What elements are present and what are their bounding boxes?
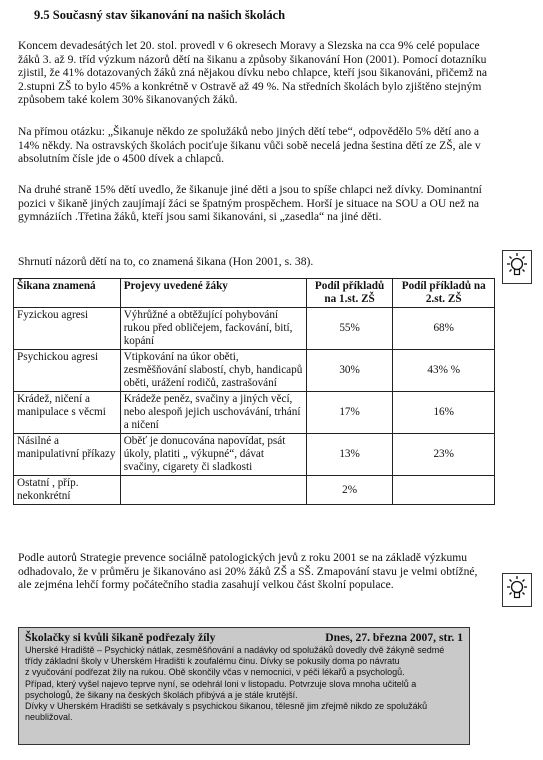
cell-share-2nd: 43% % bbox=[393, 350, 495, 392]
cell-manifestation bbox=[120, 476, 306, 505]
cell-share-2nd: 16% bbox=[393, 392, 495, 434]
paragraph-bullies: Na druhé straně 15% dětí uvedlo, že šikanuje jiné děti a jsou to spíše chlapci než dívky. Dominantní pozici v šikaně jiných zaujímají žáci se špatným prospěchem. Horší je situace na SOU a OU než na gymnáziích .Třetina žáků, kteří jsou sami šikanováni, si „zasedla“ na jiné děti. bbox=[18, 183, 482, 223]
cell-share-1st: 2% bbox=[306, 476, 393, 505]
cell-type: Krádež, ničení a manipulace s věcmi bbox=[14, 392, 121, 434]
news-body bbox=[25, 645, 463, 723]
news-title: Školačky si kvůli šikaně podřezaly žíly bbox=[25, 631, 216, 644]
news-line: Dívky v Uherském Hradišti se setkávaly s psychickou šikanou, tělesně jim zřejmě nikdo ze spolužáků bbox=[25, 701, 428, 712]
news-line: Uherské Hradiště – Psychický nátlak, zesměšňování a nadávky od spolužáků dovedly dvě žákyně sedmé bbox=[25, 645, 445, 655]
paragraph-research: Koncem devadesátých let 20. stol. provedl v 6 okresech Moravy a Slezska na cca 9% celé populace žáků 3. až 9. tříd výzkum názorů dětí na šikanu a způsoby šikanování Hon (2001). Pomocí dotazníku zjistil, že 41% dotazovaných žáků zná nějakou dívku nebo chlapce, kteří jsou šikanováni, přičemž na 2.stupni ZŠ to bylo 45% a konkrétně v Ostravě až 49 %. Na středních školách bylo zjištěno stejným způsobem také kolem 30% šikanovaných žáků. bbox=[18, 39, 488, 106]
cell-share-1st: 13% bbox=[306, 434, 393, 476]
cell-type: Fyzickou agresi bbox=[14, 308, 121, 350]
table-header-row bbox=[14, 279, 495, 308]
cell-share-1st: 55% bbox=[306, 308, 393, 350]
news-line: neubližoval. bbox=[25, 712, 73, 723]
lightbulb-icon bbox=[502, 573, 532, 607]
cell-share-1st: 17% bbox=[306, 392, 393, 434]
cell-manifestation: Oběť je donucována napovídat, psát úkoly, platiti „ výkupné“, dávat svačiny, cigarety či sladkosti bbox=[120, 434, 306, 476]
cell-share-1st: 30% bbox=[306, 350, 393, 392]
cell-share-2nd: 23% bbox=[393, 434, 495, 476]
news-line: třídy základní školy v Uherském Hradišti k zoufalému činu. Dívky se pokusily doma po návratu bbox=[25, 656, 400, 667]
cell-type: Ostatní , příp. nekonkrétní bbox=[14, 476, 121, 505]
news-line: Případ, který vyšel najevo teprve nyní, se odehrál loni v listopadu. Potvrzuje slova mnoha učitelů a bbox=[25, 678, 417, 689]
cell-type: Násilné a manipulativní příkazy bbox=[14, 434, 121, 476]
table-row bbox=[14, 476, 495, 505]
table-row bbox=[14, 434, 495, 476]
cell-share-2nd bbox=[393, 476, 495, 505]
header-share-2nd: Podíl příkladů na 2.st. ZŠ bbox=[393, 279, 495, 308]
news-line: z vyučování podřezat žíly na rukou. Obě skončily včas v nemocnici, v péči lékařů a psychologů. bbox=[25, 667, 405, 678]
header-manifestations: Projevy uvedené žáky bbox=[120, 279, 306, 308]
cell-share-2nd: 68% bbox=[393, 308, 495, 350]
cell-manifestation: Krádeže peněz, svačiny a jiných věcí, nebo alespoň jejich uschovávání, trhání a ničení bbox=[120, 392, 306, 434]
section-heading: 9.5 Současný stav šikanování na našich školách bbox=[34, 8, 286, 22]
news-line: psychologů, že šikany na českých školách přibývá a je stále krutější. bbox=[25, 689, 298, 700]
table-row bbox=[14, 350, 495, 392]
news-box bbox=[18, 627, 470, 745]
cell-type: Psychickou agresi bbox=[14, 350, 121, 392]
news-header bbox=[25, 631, 463, 644]
bullying-table bbox=[13, 278, 495, 505]
header-share-1st: Podíl příkladů na 1.st. ZŠ bbox=[306, 279, 393, 308]
lightbulb-icon bbox=[502, 250, 532, 284]
cell-manifestation: Výhrůžné a obtěžující pohybování rukou před obličejem, fackování, bití, kopání bbox=[120, 308, 306, 350]
paragraph-direct-question: Na přímou otázku: „Šikanuje někdo ze spolužáků nebo jiných dětí tebe“, odpovědělo 5% dětí ano a 14% někdy. Na ostravských školách pociťuje šikanu vůči sobě necelá jedna šestina dětí ze ZŠ, ale v absolutním čísle jde o 4500 dívek a chlapců. bbox=[18, 125, 481, 165]
news-source: Dnes, 27. března 2007, str. 1 bbox=[325, 631, 463, 644]
table-row bbox=[14, 392, 495, 434]
cell-manifestation: Vtipkování na úkor oběti, zesměšňování slabostí, chyb, handicapů oběti, urážení rodičů, zastrašování bbox=[120, 350, 306, 392]
header-meaning: Šikana znamená bbox=[14, 279, 121, 308]
paragraph-strategy: Podle autorů Strategie prevence sociálně patologických jevů z roku 2001 se na základě výzkumu odhadovalo, že v průměru je šikanováno asi 20% žáků ZŠ a SŠ. Zmapování stavu je velmi obtížné, ale zejména lehčí formy počátečního stadia zasahují velkou část školní populace. bbox=[18, 551, 478, 591]
table-caption: Shrnutí názorů dětí na to, co znamená šikana (Hon 2001, s. 38). bbox=[18, 255, 314, 268]
table-row bbox=[14, 308, 495, 350]
